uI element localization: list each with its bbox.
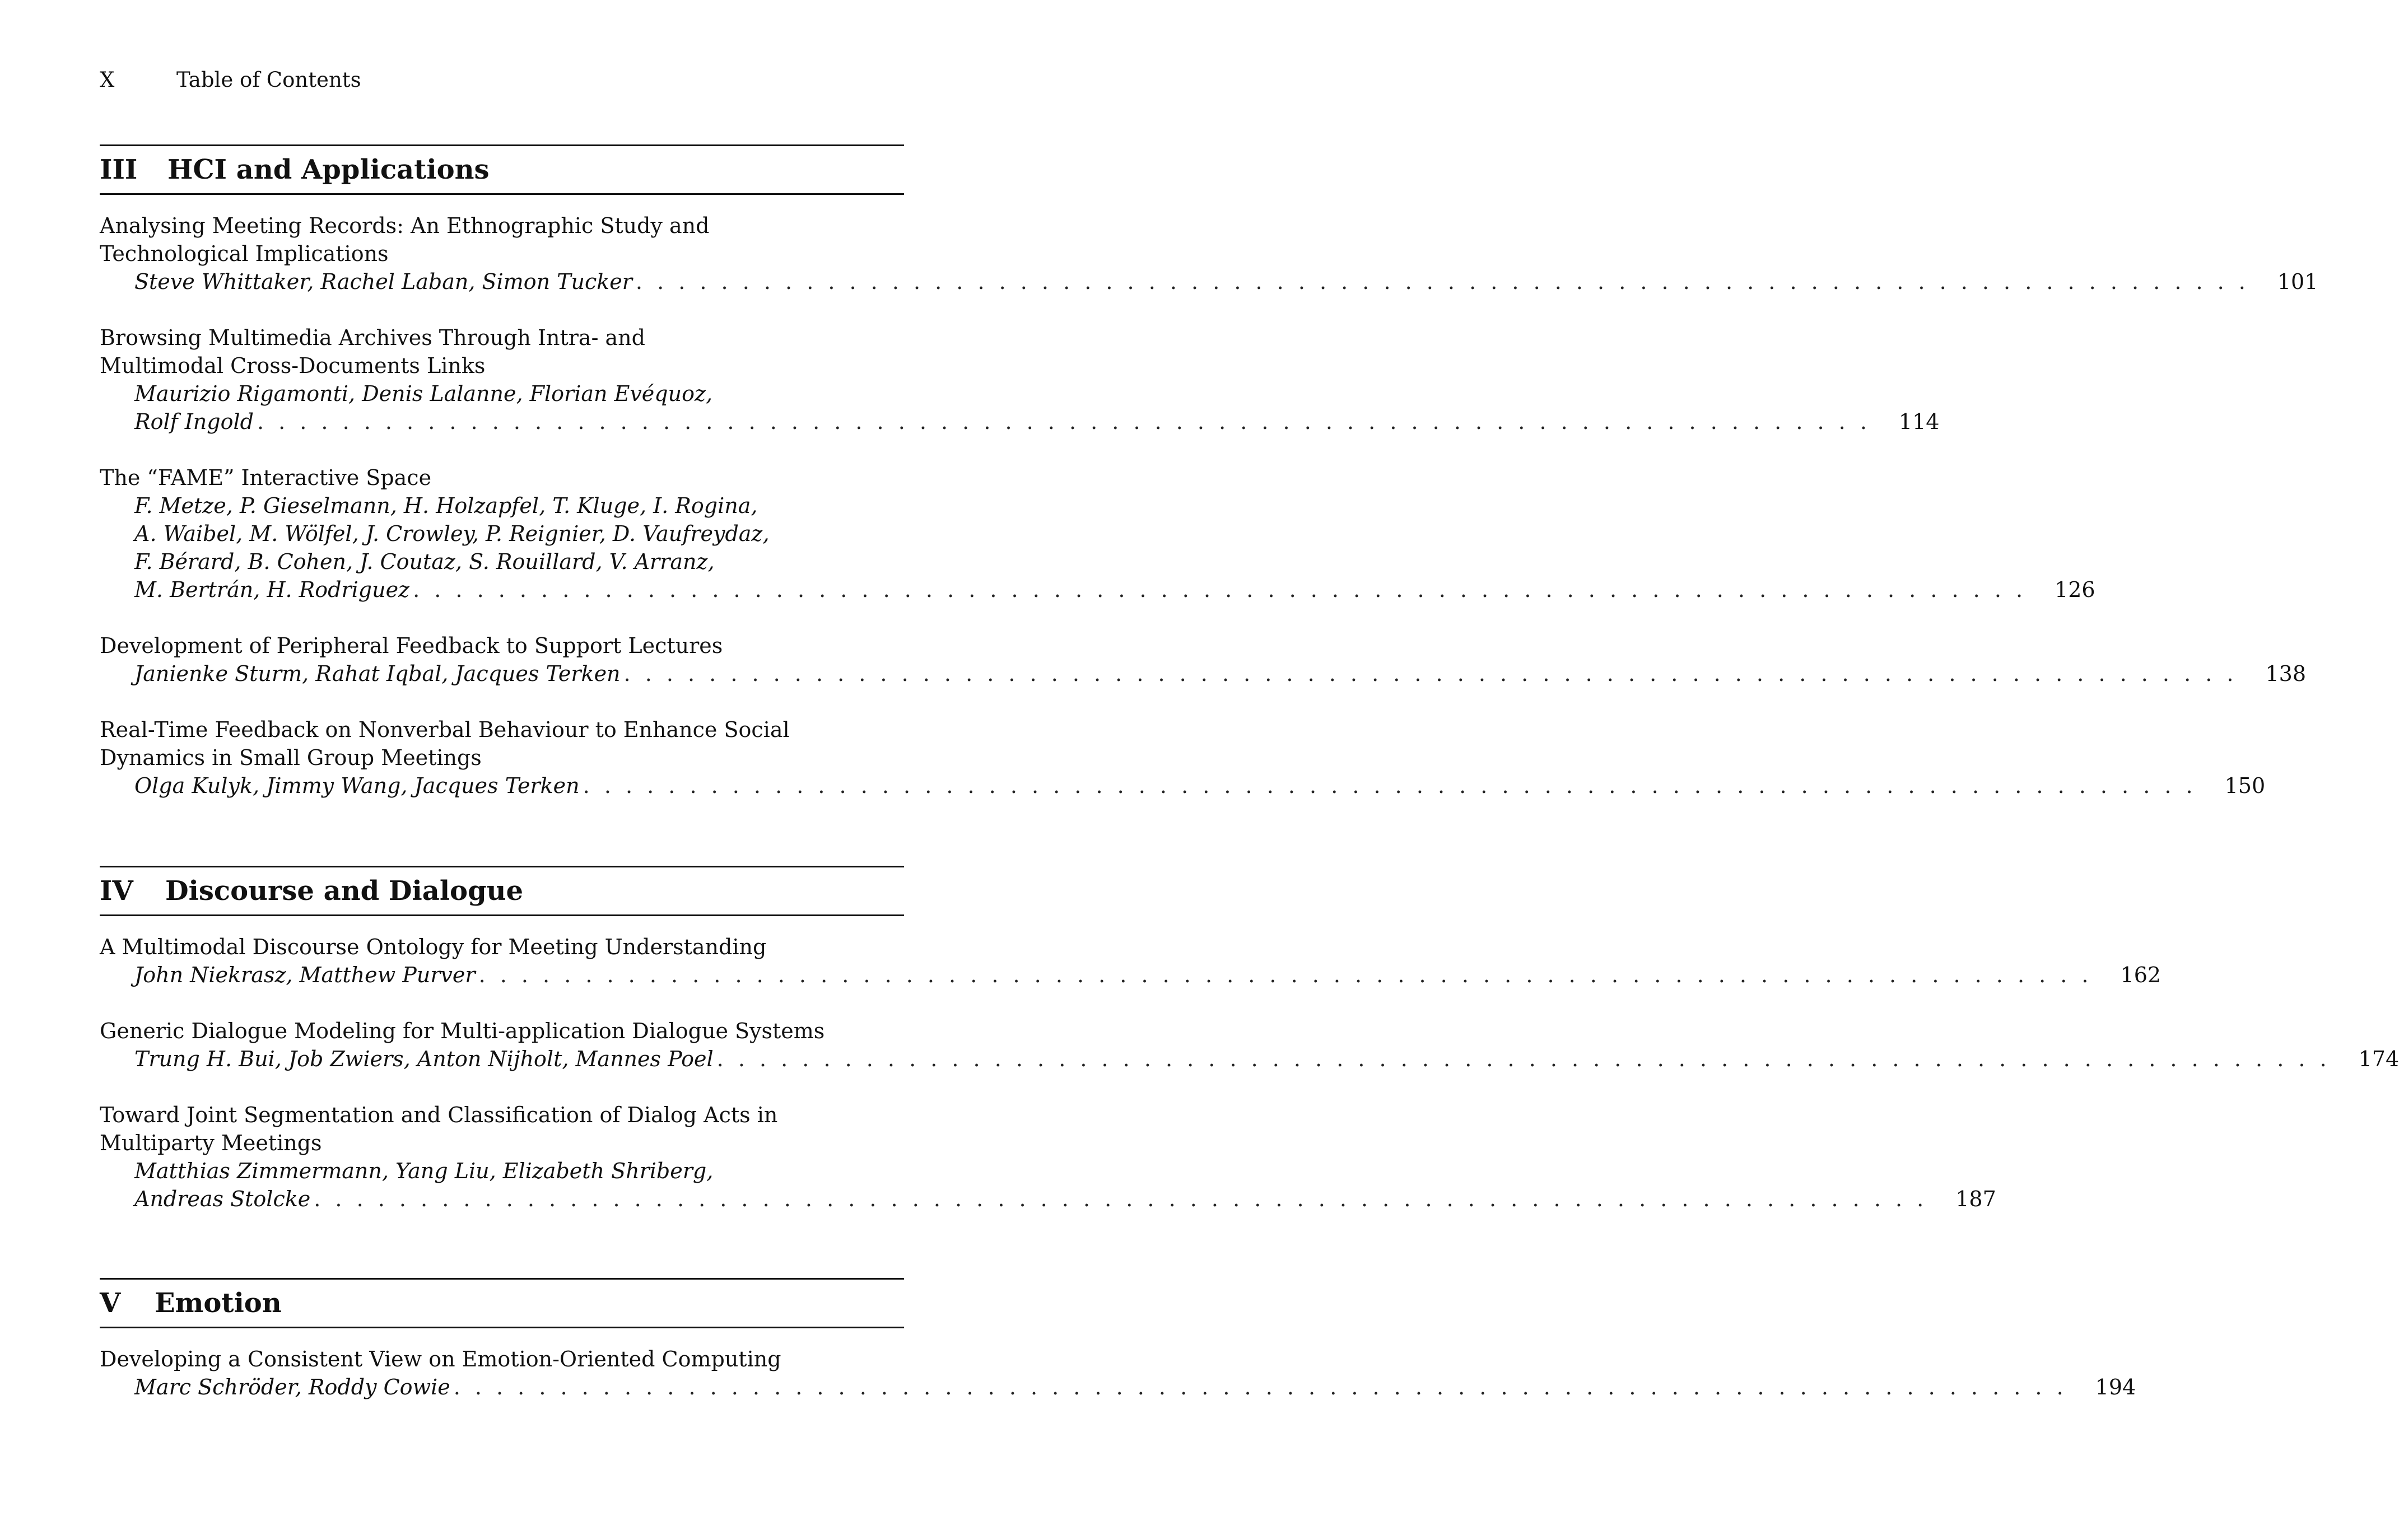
entry-title[interactable]: Analysing Meeting Records: An Ethnographic Study and Technological Implications — [100, 213, 710, 266]
author-line: Janienke Sturm, Rahat Iqbal, Jacques Terken — [134, 661, 621, 686]
dot-leader: . . . . . . . . . . . . . . . . . . . . . . . . . . . . . . . . . . . . . . . . . . . . . . . . . . . . . . . . . . . . . . . . . . . . . . . . . . . . — [716, 1047, 2331, 1071]
toc-entry[interactable] — [100, 212, 2318, 296]
part-v — [100, 1278, 2136, 1401]
dot-leader: . . . . . . . . . . . . . . . . . . . . . . . . . . . . . . . . . . . . . . . . . . . . . . . . . . . . . . . . . . . . . . . . . . . . . . . . . . . . — [478, 963, 2093, 987]
part-roman-numeral: V — [100, 1287, 121, 1319]
entry-page-number[interactable]: 174 — [2358, 1047, 2399, 1071]
toc-entry[interactable] — [100, 1017, 2399, 1073]
entry-page-number[interactable]: 101 — [2277, 269, 2318, 294]
dot-leader: . . . . . . . . . . . . . . . . . . . . . . . . . . . . . . . . . . . . . . . . . . . . . . . . . . . . . . . . . . . . . . . . . . . . . . . . . . . . — [413, 577, 2027, 602]
part-roman-numeral: IV — [100, 875, 133, 907]
entry-authors — [100, 1373, 2136, 1401]
entry-page-number[interactable]: 187 — [1955, 1187, 1996, 1211]
entry-page-number[interactable]: 162 — [2120, 963, 2162, 987]
part-roman-numeral: III — [100, 154, 138, 185]
part-header — [100, 144, 904, 195]
toc-entry[interactable] — [100, 716, 2266, 800]
dot-leader: . . . . . . . . . . . . . . . . . . . . . . . . . . . . . . . . . . . . . . . . . . . . . . . . . . . . . . . . . . . . . . . . . . . . . . . . . . . . — [583, 773, 2197, 798]
author-line: Steve Whittaker, Rachel Laban, Simon Tucker — [134, 269, 632, 294]
author-line: F. Bérard, B. Cohen, J. Coutaz, S. Rouillard, V. Arranz, — [134, 549, 715, 574]
entry-title[interactable]: Development of Peripheral Feedback to Support Lectures — [100, 633, 723, 658]
part-title: HCI and Applications — [167, 154, 490, 185]
part-header — [100, 1278, 904, 1328]
toc-entry[interactable] — [100, 324, 1940, 436]
part-iv — [100, 866, 2399, 1213]
entry-authors — [100, 660, 2307, 688]
entry-page-number[interactable]: 126 — [2055, 577, 2095, 602]
dot-leader: . . . . . . . . . . . . . . . . . . . . . . . . . . . . . . . . . . . . . . . . . . . . . . . . . . . . . . . . . . . . . . . . . . . . . . . . . . . . — [453, 1375, 2067, 1399]
dot-leader: . . . . . . . . . . . . . . . . . . . . . . . . . . . . . . . . . . . . . . . . . . . . . . . . . . . . . . . . . . . . . . . . . . . . . . . . . . . . — [635, 269, 2249, 294]
entry-page-number[interactable]: 138 — [2265, 661, 2307, 686]
author-line: M. Bertrán, H. Rodriguez — [134, 577, 410, 602]
dot-leader: . . . . . . . . . . . . . . . . . . . . . . . . . . . . . . . . . . . . . . . . . . . . . . . . . . . . . . . . . . . . . . . . . . . . . . . . . . . . — [314, 1187, 1928, 1211]
entry-page-number[interactable]: 150 — [2224, 773, 2266, 798]
author-line: Trung H. Bui, Job Zwiers, Anton Nijholt, Mannes Poel — [134, 1047, 714, 1071]
running-head-title: Table of Contents — [176, 68, 361, 92]
entry-title[interactable]: Generic Dialogue Modeling for Multi-application Dialogue Systems — [100, 1019, 825, 1043]
part-header — [100, 866, 904, 916]
entry-title[interactable]: Browsing Multimedia Archives Through Intra- and Multimodal Cross-Documents Links — [100, 325, 645, 378]
author-line: Marc Schröder, Roddy Cowie — [134, 1375, 450, 1399]
toc-entry[interactable] — [100, 632, 2307, 688]
toc-page — [100, 66, 2399, 1399]
author-line: Maurizio Rigamonti, Denis Lalanne, Florian Evéquoz, — [134, 381, 713, 406]
entry-title[interactable]: A Multimodal Discourse Ontology for Meeting Understanding — [100, 935, 767, 959]
author-line: Matthias Zimmermann, Yang Liu, Elizabeth Shriberg, — [134, 1159, 714, 1183]
entry-authors — [100, 1157, 1996, 1213]
page-number: X — [100, 68, 115, 92]
author-line: A. Waibel, M. Wölfel, J. Crowley, P. Reignier, D. Vaufreydaz, — [134, 521, 770, 546]
entry-authors — [100, 772, 2266, 800]
running-head — [100, 66, 904, 94]
toc-entry[interactable] — [100, 464, 2095, 604]
entry-authors — [100, 268, 2318, 296]
author-line: Rolf Ingold — [134, 409, 254, 434]
part-title: Emotion — [155, 1287, 282, 1319]
entry-title[interactable]: Real-Time Feedback on Nonverbal Behaviour to Enhance Social Dynamics in Small Group Meetings — [100, 717, 790, 770]
entry-title[interactable]: The “FAME” Interactive Space — [100, 465, 432, 490]
entry-authors — [100, 961, 2162, 989]
author-line: John Niekrasz, Matthew Purver — [134, 963, 476, 987]
entry-title[interactable]: Developing a Consistent View on Emotion-Oriented Computing — [100, 1347, 781, 1371]
entry-page-number[interactable]: 194 — [2095, 1375, 2136, 1399]
part-iii — [100, 144, 2318, 800]
author-line: F. Metze, P. Gieselmann, H. Holzapfel, T. Kluge, I. Rogina, — [134, 493, 758, 518]
author-line: Olga Kulyk, Jimmy Wang, Jacques Terken — [134, 773, 580, 798]
entry-authors — [100, 1045, 2399, 1073]
entry-authors — [100, 380, 1940, 436]
entry-page-number[interactable]: 114 — [1898, 409, 1940, 434]
dot-leader: . . . . . . . . . . . . . . . . . . . . . . . . . . . . . . . . . . . . . . . . . . . . . . . . . . . . . . . . . . . . . . . . . . . . . . . . . . . . — [623, 661, 2238, 686]
toc-entry[interactable] — [100, 933, 2162, 989]
toc-entry[interactable] — [100, 1345, 2136, 1401]
author-line: Andreas Stolcke — [134, 1187, 311, 1211]
part-title: Discourse and Dialogue — [165, 875, 524, 907]
entry-title[interactable]: Toward Joint Segmentation and Classification of Dialog Acts in Multiparty Meetings — [100, 1103, 778, 1155]
toc-entry[interactable] — [100, 1101, 1996, 1213]
entry-authors — [100, 492, 2095, 604]
dot-leader: . . . . . . . . . . . . . . . . . . . . . . . . . . . . . . . . . . . . . . . . . . . . . . . . . . . . . . . . . . . . . . . . . . . . . . . . . . . . — [257, 409, 1871, 434]
